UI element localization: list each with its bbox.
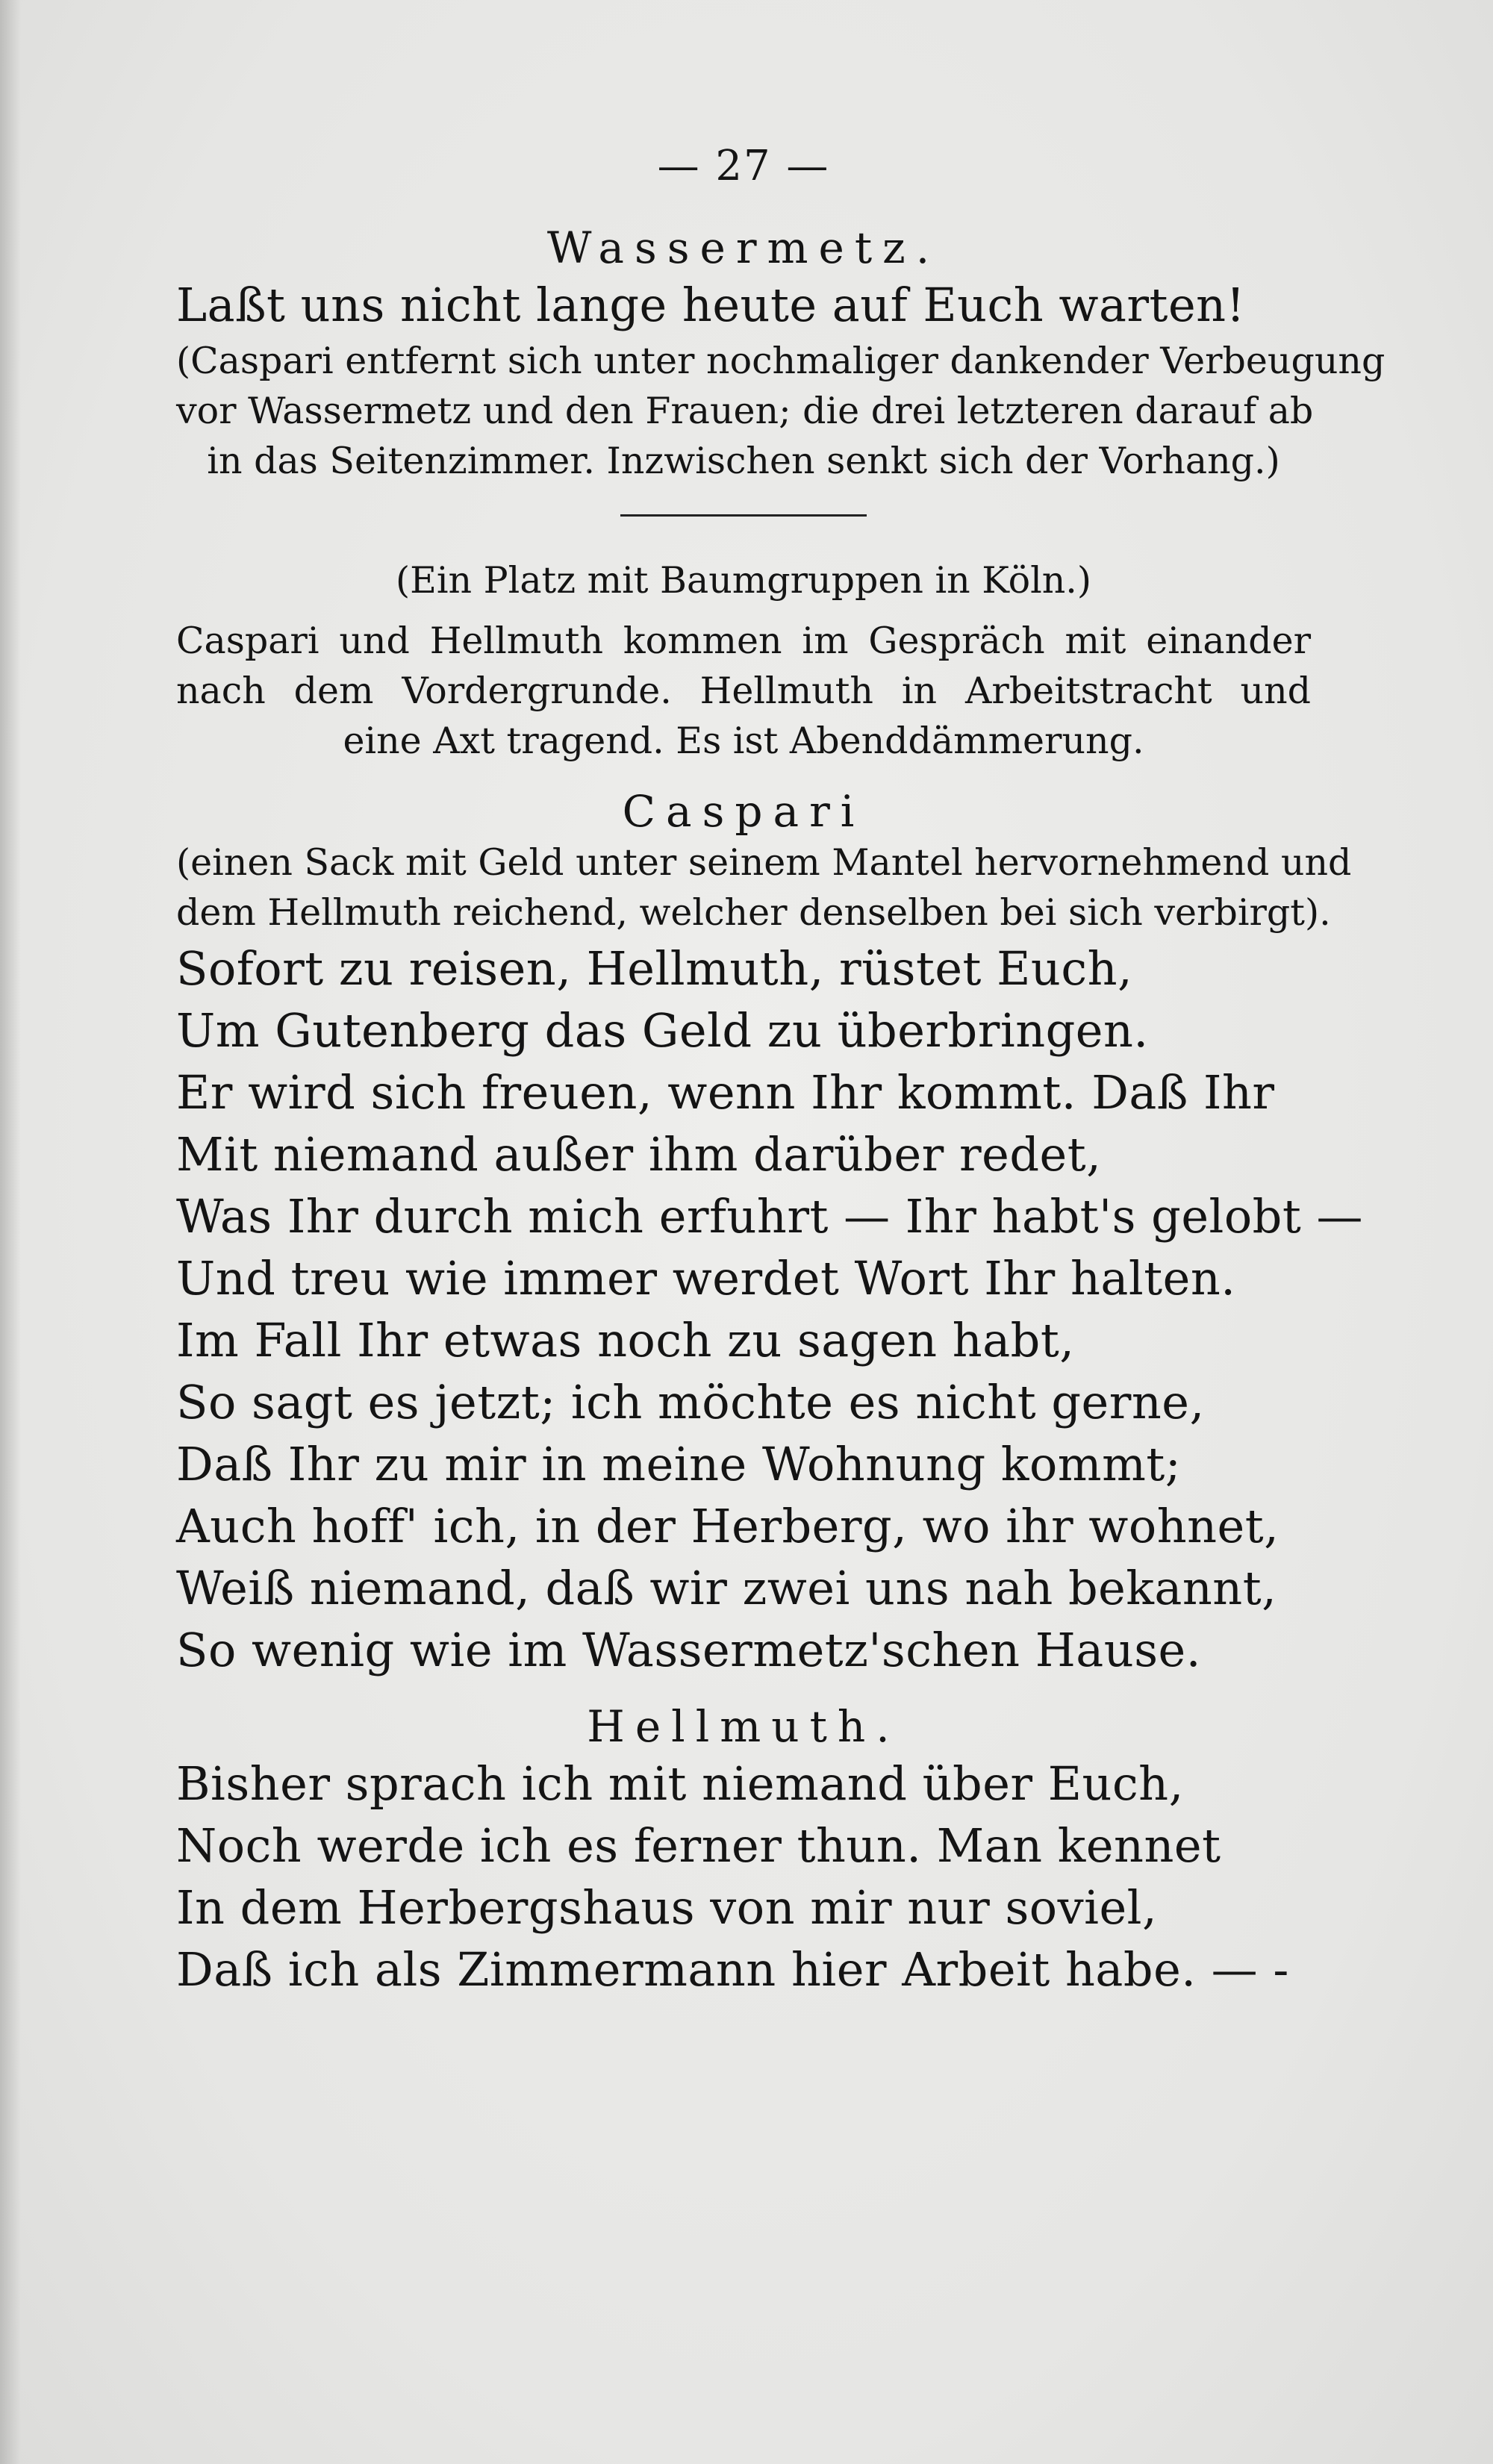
stage-direction-line: Caspari und Hellmuth kommen im Gespräch mit einander — [176, 620, 1311, 662]
verse-line: Auch hoff' ich, in der Herberg, wo ihr wohnet, — [176, 1499, 1280, 1553]
verse-line: Weiß niemand, daß wir zwei uns nah bekannt, — [176, 1561, 1277, 1615]
page-number: — 27 — — [657, 142, 830, 190]
scan-edge-shadow — [0, 0, 21, 2464]
verse-line: Sofort zu reisen, Hellmuth, rüstet Euch, — [176, 941, 1133, 996]
stage-direction-line: (einen Sack mit Geld unter seinem Mantel hervornehmend und — [176, 841, 1352, 884]
scene-setting: (Ein Platz mit Baumgruppen in Köln.) — [395, 559, 1091, 602]
stage-direction-line: dem Hellmuth reichend, welcher denselben bei sich verbirgt). — [176, 891, 1331, 934]
verse-line: So sagt es jetzt; ich möchte es nicht gerne, — [176, 1375, 1205, 1429]
stage-direction-line: eine Axt tragend. Es ist Abenddämmerung. — [343, 720, 1144, 762]
page-content — [176, 142, 1386, 2000]
stage-direction-line: in das Seitenzimmer. Inzwischen senkt sich der Vorhang.) — [207, 440, 1280, 482]
verse-line: Was Ihr durch mich erfuhrt — Ihr habt's gelobt — — [176, 1189, 1363, 1244]
verse-line: Laßt uns nicht lange heute auf Euch warten! — [176, 278, 1245, 332]
verse-line: Noch werde ich es ferner thun. Man kennet — [176, 1818, 1221, 1873]
verse-line: Daß Ihr zu mir in meine Wohnung kommt; — [176, 1437, 1182, 1491]
verse-line: Mit niemand außer ihm darüber redet, — [176, 1127, 1102, 1182]
stage-direction-line: nach dem Vordergrunde. Hellmuth in Arbeitstracht und — [176, 670, 1311, 712]
speaker-name: Caspari — [622, 786, 865, 837]
scene-divider — [620, 514, 867, 517]
verse-line: Bisher sprach ich mit niemand über Euch, — [176, 1756, 1184, 1811]
stage-direction-line: (Caspari entfernt sich unter nochmaliger dankender Verbeugung — [176, 340, 1386, 382]
speaker-name: Wassermetz. — [546, 222, 941, 273]
verse-line: Er wird sich freuen, wenn Ihr kommt. Daß Ihr — [176, 1065, 1275, 1120]
verse-line: So wenig wie im Wassermetz'schen Hause. — [176, 1623, 1201, 1677]
stage-direction-line: vor Wassermetz und den Frauen; die drei letzteren darauf ab — [176, 390, 1314, 432]
verse-line: In dem Herbergshaus von mir nur soviel, — [176, 1880, 1158, 1935]
speaker-name: Hellmuth. — [587, 1701, 900, 1752]
verse-line: Daß ich als Zimmermann hier Arbeit habe. — - — [176, 1942, 1289, 1997]
verse-line: Um Gutenberg das Geld zu überbringen. — [176, 1003, 1149, 1058]
verse-line: Und treu wie immer werdet Wort Ihr halten. — [176, 1251, 1236, 1306]
verse-line: Im Fall Ihr etwas noch zu sagen habt, — [176, 1313, 1075, 1367]
